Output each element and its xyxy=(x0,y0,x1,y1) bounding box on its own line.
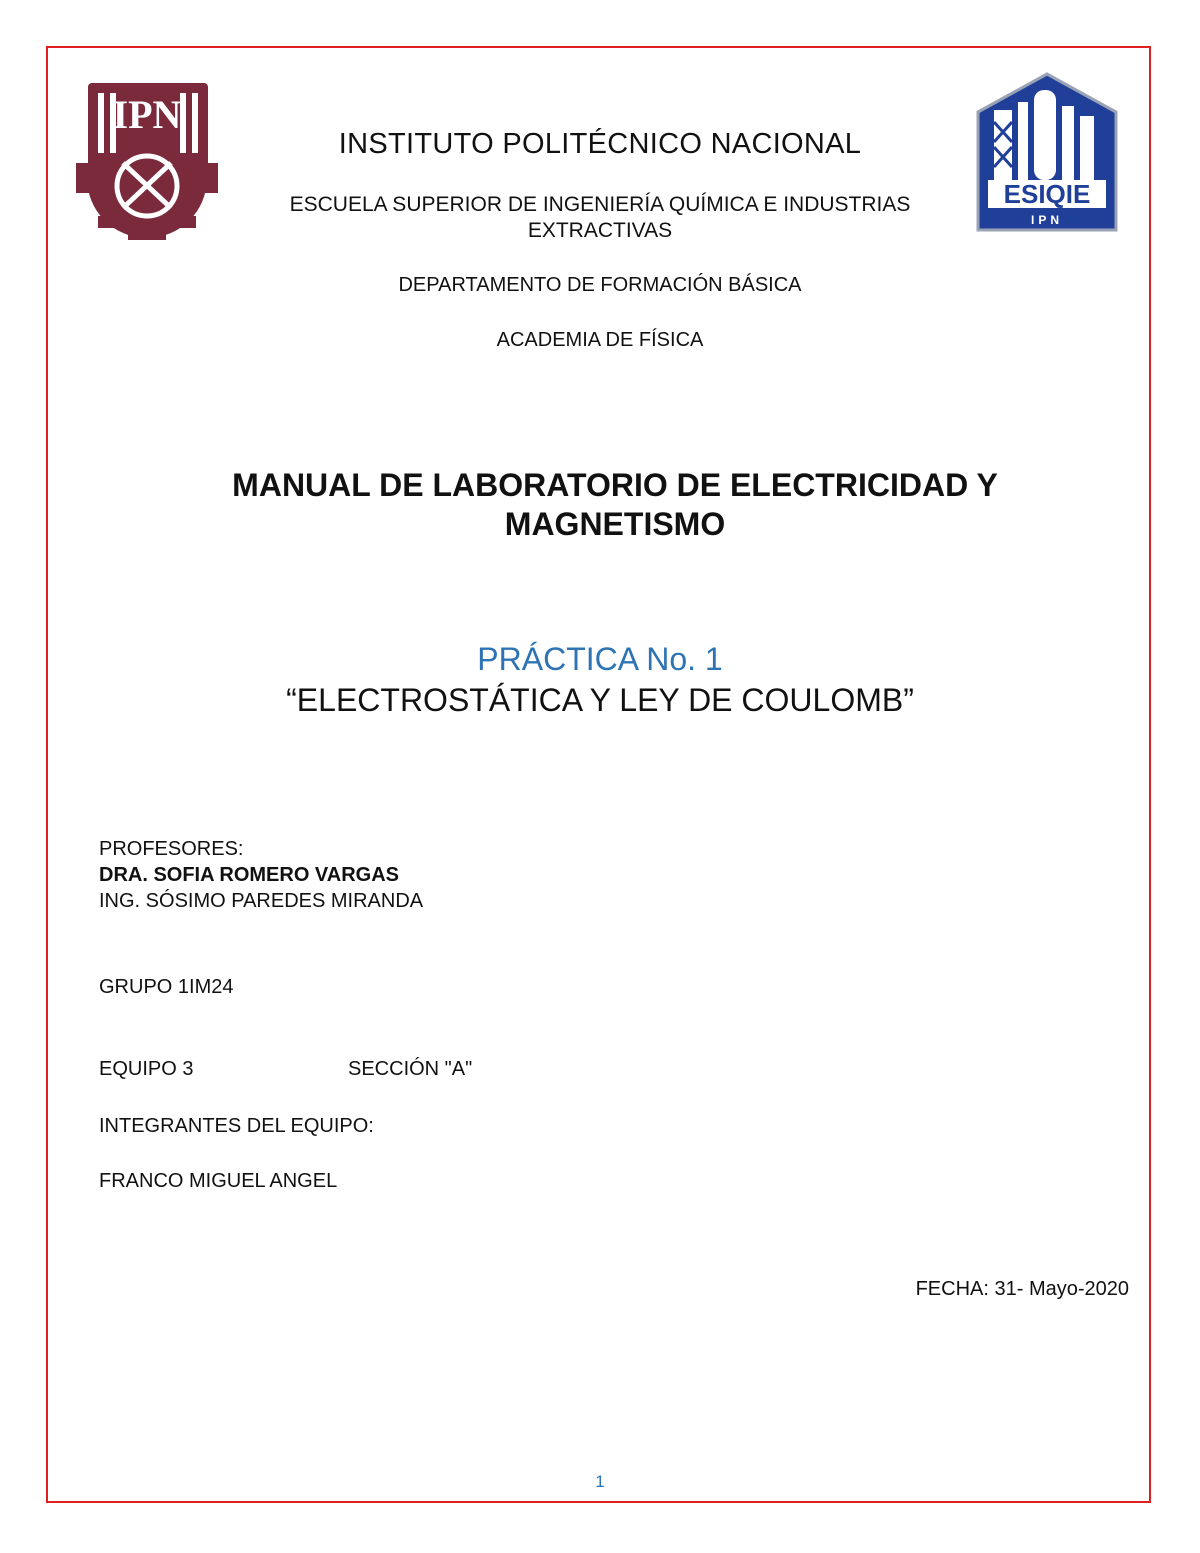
members-label: INTEGRANTES DEL EQUIPO: xyxy=(99,1115,374,1137)
esiqie-logo-text: ESIQIE xyxy=(1003,179,1091,209)
manual-title-line1: MANUAL DE LABORATORIO DE ELECTRICIDAD Y xyxy=(232,467,998,503)
practice-name: “ELECTROSTÁTICA Y LEY DE COULOMB” xyxy=(286,682,914,718)
school-name-line1: ESCUELA SUPERIOR DE INGENIERÍA QUÍMICA E INDUSTRIAS xyxy=(289,193,911,216)
professors-block xyxy=(99,836,423,914)
manual-title-line2: MAGNETISMO xyxy=(504,506,726,542)
department-name: DEPARTAMENTO DE FORMACIÓN BÁSICA xyxy=(398,274,802,296)
esiqie-logo-sub: IPN xyxy=(1030,213,1064,227)
school-name-line2: EXTRACTIVAS xyxy=(527,219,673,242)
professor-name: ING. SÓSIMO PAREDES MIRANDA xyxy=(99,890,424,912)
school-name xyxy=(240,192,960,244)
group: GRUPO 1IM24 xyxy=(99,976,234,998)
section: SECCIÓN "A" xyxy=(348,1058,473,1080)
team: EQUIPO 3 xyxy=(99,1058,194,1080)
member-name: FRANCO MIGUEL ANGEL xyxy=(99,1170,338,1192)
professors-label: PROFESORES: xyxy=(99,838,244,860)
practice-number: PRÁCTICA No. 1 xyxy=(477,641,723,677)
page-number: 1 xyxy=(595,1472,605,1491)
professor-name: DRA. SOFIA ROMERO VARGAS xyxy=(99,864,400,886)
manual-title xyxy=(150,466,1080,544)
academy-name: ACADEMIA DE FÍSICA xyxy=(496,329,704,351)
institute-name: INSTITUTO POLITÉCNICO NACIONAL xyxy=(338,128,862,160)
ipn-logo-text: IPN xyxy=(112,92,182,137)
date: FECHA: 31- Mayo-2020 xyxy=(915,1278,1129,1300)
